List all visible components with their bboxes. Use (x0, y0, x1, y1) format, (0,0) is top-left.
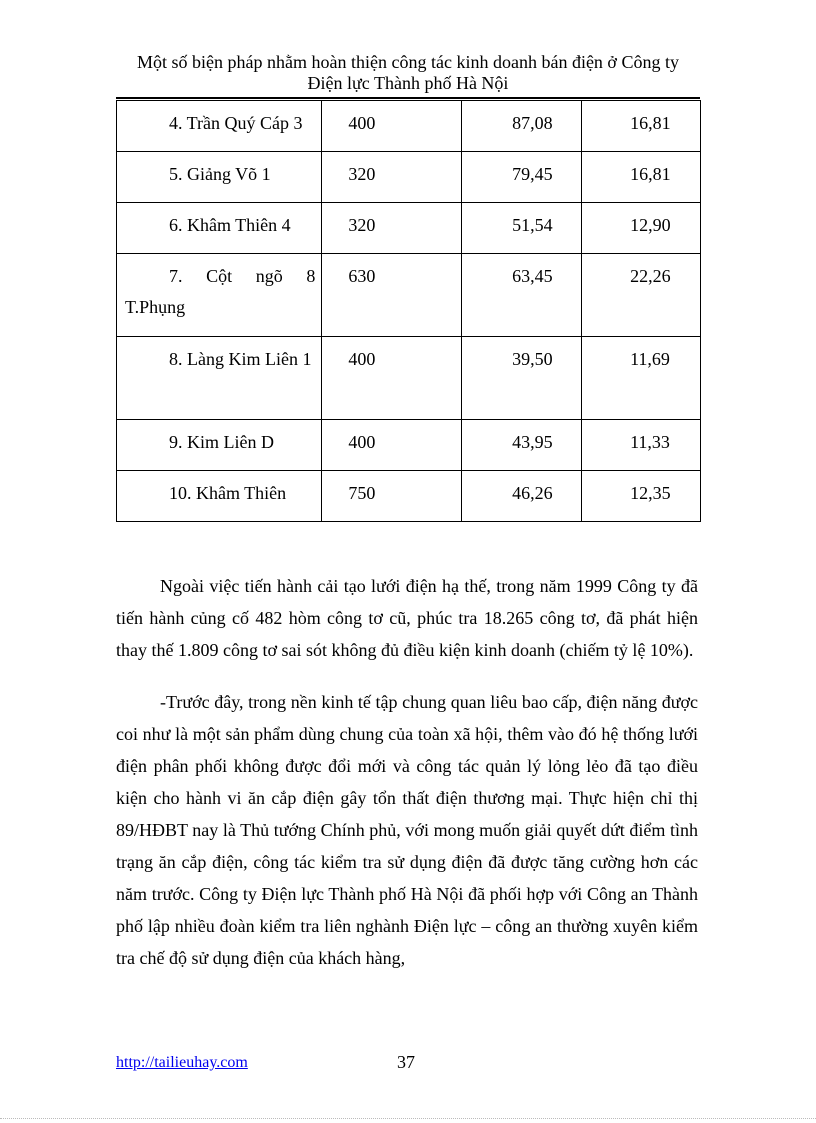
table-cell-col3: 79,45 (512, 164, 553, 184)
table-cell-col4: 12,35 (630, 483, 671, 503)
table-cell-col2: 630 (348, 266, 376, 286)
table-row (117, 254, 701, 337)
table-cell-name: 4. Trần Quý Cáp 3 (169, 113, 303, 133)
table-cell-col3: 46,26 (512, 483, 553, 503)
table-cell-col3: 39,50 (512, 349, 553, 369)
page-number: 37 (397, 1052, 415, 1072)
header-line-2: Điện lực Thành phố Hà Nội (307, 73, 509, 93)
table-cell-name: 8. Làng Kim Liên 1 (169, 349, 312, 369)
table-cell-col3: 87,08 (512, 113, 553, 133)
header-line-1: Một số biện pháp nhằm hoàn thiện công tác kinh doanh bán điện ở Công ty (137, 52, 679, 72)
table-row (117, 203, 701, 254)
table-row (117, 152, 701, 203)
table-cell-name: 9. Kim Liên D (169, 432, 274, 452)
table-cell-col4: 11,33 (630, 432, 670, 452)
table-cell-col2: 400 (348, 113, 376, 133)
table-row (117, 471, 701, 522)
table-cell-name: 5. Giảng Võ 1 (169, 164, 271, 184)
table-cell-col4: 11,69 (630, 349, 670, 369)
table-cell-col2: 320 (348, 164, 376, 184)
data-table (116, 100, 701, 522)
table-row (117, 337, 701, 420)
table-cell-col2: 750 (348, 483, 376, 503)
footer-link[interactable]: http://tailieuhay.com (116, 1054, 248, 1071)
table-cell-name: 6. Khâm Thiên 4 (169, 215, 291, 235)
page-edge-divider (0, 1118, 816, 1119)
body-text (116, 570, 698, 994)
table-cell-col4: 16,81 (630, 113, 671, 133)
table-cell-col4: 22,26 (630, 266, 671, 286)
header-rule (116, 97, 700, 99)
table-cell-col2: 320 (348, 215, 376, 235)
table-cell-col3: 43,95 (512, 432, 553, 452)
page-header (116, 52, 700, 94)
paragraph-1: Ngoài việc tiến hành cải tạo lưới điện hạ thế, trong năm 1999 Công ty đã tiến hành củng cố 482 hòm công tơ cũ, phúc tra 18.265 công tơ, đã phát hiện thay thế 1.809 công tơ sai sót không đủ điều kiện kinh doanh (chiếm tỷ lệ 10%). (116, 576, 698, 660)
table-cell-col3: 63,45 (512, 266, 553, 286)
table-cell-col4: 12,90 (630, 215, 671, 235)
paragraph-2: -Trước đây, trong nền kinh tế tập chung quan liêu bao cấp, điện năng được coi như là một sản phẩm dùng chung của toàn xã hội, thêm vào đó hệ thống lưới điện phân phối không được đổi mới và công tác quản lý lỏng lẻo đã tạo điều kiện cho hành vi ăn cắp điện gây tổn thất điện thương mại. Thực hiện chỉ thị 89/HĐBT nay là Thủ tướng Chính phủ, với mong muốn giải quyết dứt điểm tình trạng ăn cắp điện, công tác kiểm tra sử dụng điện đã được tăng cường hơn các năm trước. Công ty Điện lực Thành phố Hà Nội đã phối hợp với Công an Thành phố lập nhiều đoàn kiểm tra liên nghành Điện lực – công an thường xuyên kiểm tra chế độ sử dụng điện của khách hàng, (116, 692, 698, 968)
table-cell-col3: 51,54 (512, 215, 553, 235)
table-row (117, 420, 701, 471)
table-cell-col2: 400 (348, 349, 376, 369)
table-cell-name: 7. Cột ngõ 8 T.Phụng (125, 266, 316, 317)
table-cell-name: 10. Khâm Thiên (169, 483, 287, 503)
table-row (117, 101, 701, 152)
table-cell-col4: 16,81 (630, 164, 671, 184)
table-cell-col2: 400 (348, 432, 376, 452)
